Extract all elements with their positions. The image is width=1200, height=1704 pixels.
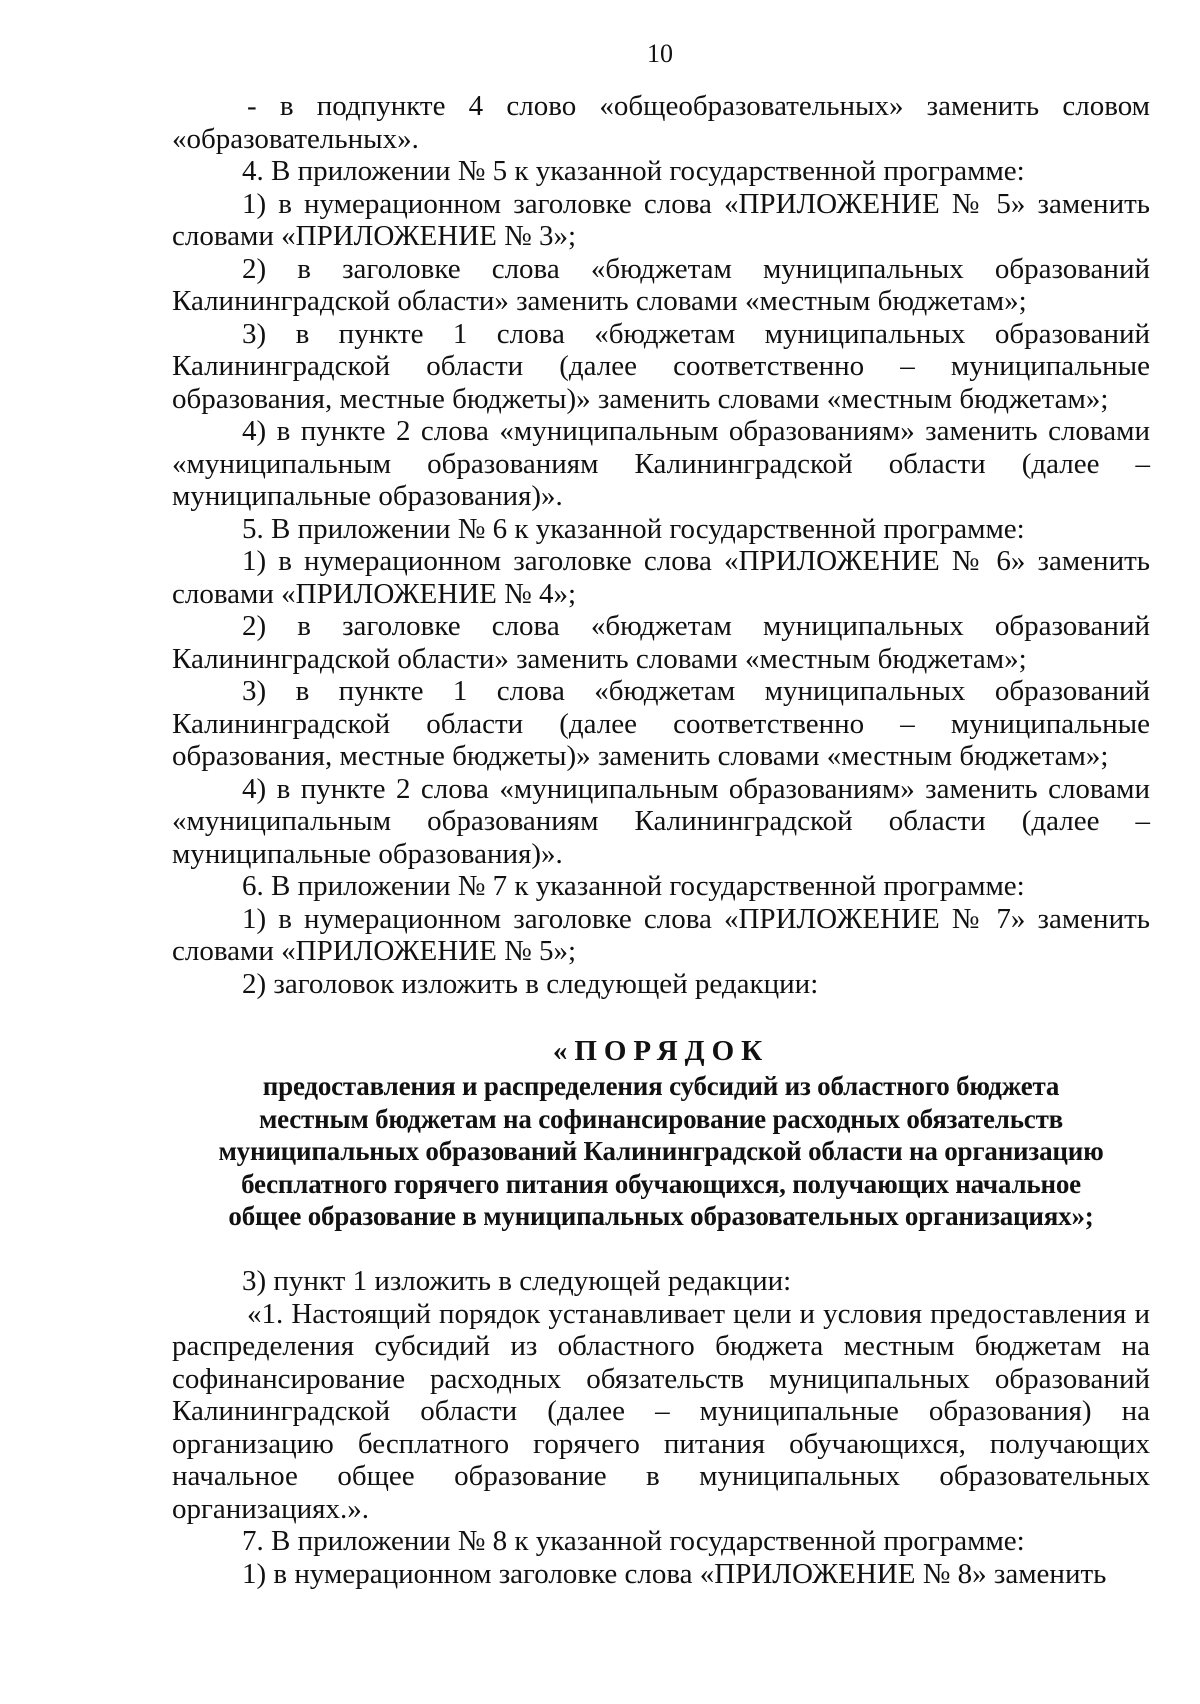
paragraph: «1. Настоящий порядок устанавливает цели и условия предоставления и распределения субсидий из областного бюджета местным бюджетам на софинансирование расходных обязательств муниципальных образований Калининградской области (далее – муниципальные образования) на организацию бесплатного горячего питания обучающихся, получающих начальное общее образование в муниципальных образовательных организациях.». [172, 1297, 1150, 1525]
paragraph: 1) в нумерационном заголовке слова «ПРИЛОЖЕНИЕ № 7» заменить словами «ПРИЛОЖЕНИЕ № 5»; [172, 902, 1150, 967]
paragraph: 2) в заголовке слова «бюджетам муниципальных образований Калининградской области» заменить словами «местным бюджетам»; [172, 610, 1150, 675]
document-title: «ПОРЯДОК [552, 1035, 770, 1067]
amendments-part-b [172, 1265, 1150, 1590]
paragraph: 5. В приложении № 6 к указанной государственной программе: [242, 512, 1025, 545]
title-line: муниципальных образований Калининградской области на организацию [218, 1136, 1104, 1166]
paragraph: 1) в нумерационном заголовке слова «ПРИЛОЖЕНИЕ № 5» заменить словами «ПРИЛОЖЕНИЕ № 3»; [172, 187, 1150, 252]
paragraph: 1) в нумерационном заголовке слова «ПРИЛОЖЕНИЕ № 8» заменить [242, 1557, 1107, 1590]
page-number: 10 [647, 39, 673, 68]
paragraph: 3) в пункте 1 слова «бюджетам муниципальных образований Калининградской области (далее соответственно – муниципальные образования, местные бюджеты)» заменить словами «местным бюджетам»; [172, 675, 1150, 772]
paragraph: 6. В приложении № 7 к указанной государственной программе: [242, 870, 1025, 902]
document-title-block [172, 1034, 1150, 1233]
paragraph: 2) в заголовке слова «бюджетам муниципальных образований Калининградской области» заменить словами «местным бюджетам»; [172, 252, 1150, 317]
title-line: местным бюджетам на софинансирование расходных обязательств [258, 1103, 1064, 1134]
amendments-part-a [172, 90, 1150, 1000]
paragraph: 4. В приложении № 5 к указанной государственной программе: [242, 155, 1025, 187]
title-line: общее образование в муниципальных образовательных организациях»; [228, 1201, 1094, 1231]
paragraph: 4) в пункте 2 слова «муниципальным образованиям» заменить словами «муниципальным образованиям Калининградской области (далее – муниципальные образования)». [172, 415, 1150, 512]
paragraph: 4) в пункте 2 слова «муниципальным образованиям» заменить словами «муниципальным образованиям Калининградской области (далее – муниципальные образования)». [172, 772, 1150, 870]
title-line: предоставления и распределения субсидий из областного бюджета [262, 1071, 1060, 1101]
paragraph: - в подпункте 4 слово «общеобразовательных» заменить словом «образовательных». [172, 90, 1150, 155]
paragraph: 3) пункт 1 изложить в следующей редакции: [242, 1265, 792, 1297]
paragraph: 1) в нумерационном заголовке слова «ПРИЛОЖЕНИЕ № 6» заменить словами «ПРИЛОЖЕНИЕ № 4»; [172, 545, 1150, 610]
title-line: бесплатного горячего питания обучающихся, получающих начальное [241, 1168, 1081, 1199]
paragraph: 7. В приложении № 8 к указанной государственной программе: [242, 1525, 1025, 1557]
paragraph: 3) в пункте 1 слова «бюджетам муниципальных образований Калининградской области (далее соответственно – муниципальные образования, местные бюджеты)» заменить словами «местным бюджетам»; [172, 317, 1150, 415]
paragraph: 2) заголовок изложить в следующей редакции: [242, 967, 819, 1000]
